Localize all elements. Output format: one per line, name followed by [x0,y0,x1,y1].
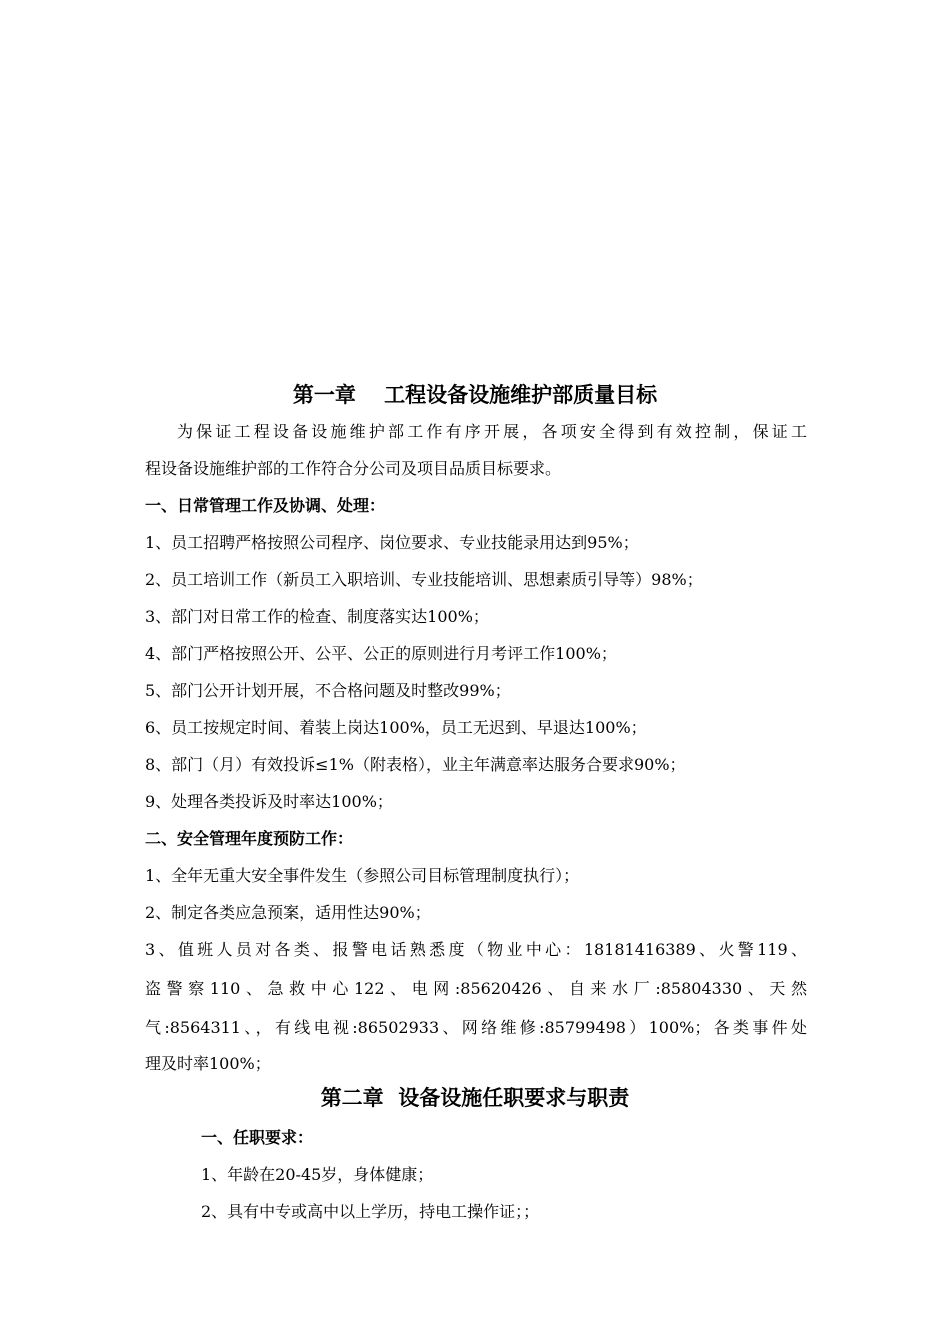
list-item-3-line-4: 理及时率100%； [145,1054,271,1073]
list-item: 8、部门（月）有效投诉≤1%（附表格），业主年满意率达服务合要求90%； [145,755,686,774]
list-item: 2、员工培训工作（新员工入职培训、专业技能培训、思想素质引导等）98%； [145,570,703,589]
intro-line-1: 为保证工程设备设施维护部工作有序开展，各项安全得到有效控制，保证工 [177,422,807,441]
intro-line-2: 程设备设施维护部的工作符合分公司及项目品质目标要求。 [145,459,562,478]
list-item-3-line-1: 3、值班人员对各类、报警电话熟悉度（物业中心：18181416389、火警119、 [145,940,807,959]
list-item: 9、处理各类投诉及时率达100%； [145,792,393,811]
section-2-heading: 二、安全管理年度预防工作： [145,829,354,848]
list-item: 1、员工招聘严格按照公司程序、岗位要求、专业技能录用达到95%； [145,533,639,552]
list-item: 5、部门公开计划开展，不合格问题及时整改99%； [145,681,511,700]
list-item: 1、年龄在20-45岁，身体健康； [201,1165,434,1184]
chapter-2-title: 第二章 设备设施任职要求与职责 [320,1086,630,1110]
list-item-3-line-3: 气:8564311、，有线电视:86502933、网络维修:85799498）100%；各类事件处 [145,1018,807,1037]
section-1-heading: 一、日常管理工作及协调、处理： [145,496,386,515]
list-item: 4、部门严格按照公开、公平、公正的原则进行月考评工作100%； [145,644,617,663]
chapter-1-title: 第一章 工程设备设施维护部质量目标 [292,383,658,407]
list-item: 3、部门对日常工作的检查、制度落实达100%； [145,607,489,626]
list-item: 2、制定各类应急预案，适用性达90%； [145,903,431,922]
list-item: 6、员工按规定时间、着装上岗达100%，员工无迟到、早退达100%； [145,718,647,737]
list-item: 1、全年无重大安全事件发生（参照公司目标管理制度执行）； [145,866,580,885]
chapter-2-section-1-heading: 一、任职要求： [201,1128,314,1147]
list-item: 2、具有中专或高中以上学历，持电工操作证；； [201,1202,540,1221]
list-item-3-line-2: 盗警察110、急救中心122、电网:85620426、自来水厂:85804330、天然 [145,979,807,998]
